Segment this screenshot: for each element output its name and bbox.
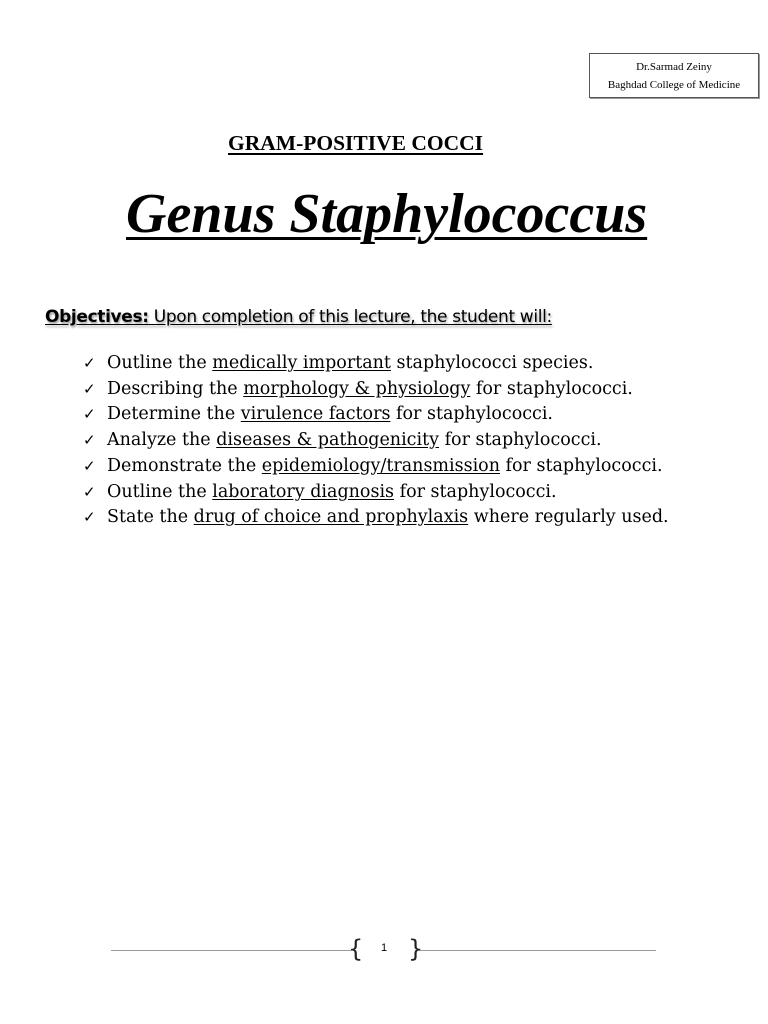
item-text: Outline the [107, 353, 213, 373]
objectives-list [83, 351, 763, 531]
check-mark-icon: ✓ [83, 482, 96, 501]
institution-name: Baghdad College of Medicine [607, 79, 741, 91]
item-text: Determine the [107, 404, 241, 425]
list-item [83, 428, 763, 454]
objectives-intro: Upon completion of this lecture, the student will: [148, 307, 552, 327]
item-text: for staphylococci. [439, 430, 602, 451]
item-text: for staphylococci. [394, 481, 557, 502]
item-text: State the [107, 507, 194, 528]
check-mark-icon: ✓ [83, 431, 96, 450]
check-mark-icon: ✓ [83, 456, 96, 475]
author-box [589, 53, 759, 98]
item-key-phrase: medically important [212, 353, 391, 373]
check-mark-icon: ✓ [83, 405, 96, 424]
list-item [83, 480, 763, 506]
check-mark-icon: ✓ [83, 354, 96, 372]
item-text: for staphylococci. [470, 378, 633, 399]
list-item [83, 505, 763, 531]
item-text: for staphylococci. [390, 404, 553, 425]
page-number: 1 [380, 942, 388, 954]
item-text: Demonstrate the [107, 455, 262, 476]
right-brace-icon: } [408, 935, 424, 963]
item-key-phrase: epidemiology/transmission [261, 455, 500, 476]
item-key-phrase: virulence factors [240, 404, 391, 425]
objectives-heading [45, 307, 552, 327]
item-key-phrase: morphology & physiology [243, 378, 471, 399]
check-mark-icon: ✓ [83, 508, 96, 527]
list-item [83, 351, 763, 377]
item-text: where regularly used. [468, 507, 669, 528]
left-brace-icon: { [348, 935, 364, 963]
item-key-phrase: diseases & pathogenicity [216, 430, 439, 451]
page-title: Genus Staphylococcus [126, 183, 648, 245]
item-text: Outline the [107, 481, 213, 502]
list-item [83, 454, 763, 480]
footer-rule-right [420, 950, 656, 951]
section-kicker: GRAM-POSITIVE COCCI [228, 131, 484, 155]
item-text: staphylococci species. [390, 353, 594, 373]
item-text: Describing the [107, 378, 244, 399]
item-key-phrase: laboratory diagnosis [212, 481, 395, 502]
objectives-label: Objectives: [45, 307, 149, 327]
author-name: Dr.Sarmad Zeiny [636, 61, 712, 73]
list-item [83, 377, 763, 403]
list-item [83, 402, 763, 428]
item-text: Analyze the [107, 430, 217, 451]
check-mark-icon: ✓ [83, 379, 96, 398]
item-text: for staphylococci. [499, 455, 663, 476]
footer-rule-left [111, 950, 351, 951]
item-key-phrase: drug of choice and prophylaxis [193, 507, 469, 528]
